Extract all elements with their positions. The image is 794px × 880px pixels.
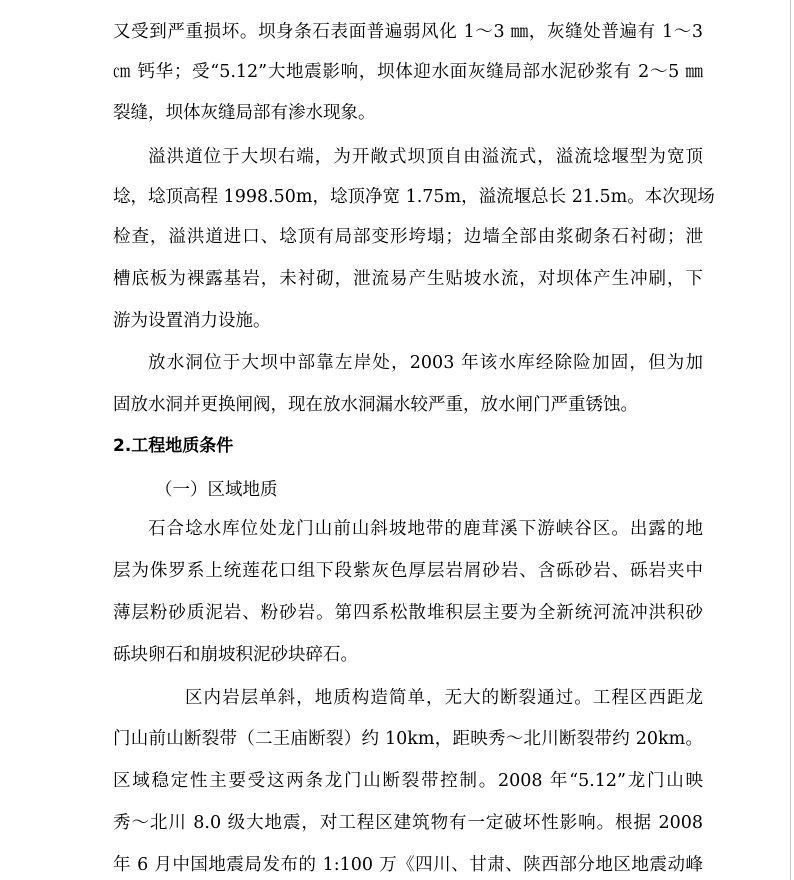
paragraph-line: 检查，溢洪道进口、埝顶有局部变形垮塌；边墙全部由浆砌条石衬砌；泄 [113, 227, 703, 247]
paragraph-line: 层为侏罗系上统莲花口组下段紫灰色厚层岩屑砂岩、含砾砂岩、砾岩夹中 [113, 561, 703, 581]
paragraph-line: 砾块卵石和崩坡积泥砂块碎石。 [113, 645, 358, 665]
section-heading: 2.工程地质条件 [113, 436, 234, 456]
paragraph-line: 槽底板为裸露基岩，未衬砌，泄流易产生贴坡水流，对坝体产生冲刷，下 [113, 269, 703, 289]
paragraph-line: 秀～北川 8.0 级大地震，对工程区建筑物有一定破坏性影响。根据 2008 [113, 813, 703, 833]
paragraph-line: 溢洪道位于大坝右端，为开敞式坝顶自由溢流式，溢流埝堰型为宽顶 [148, 147, 703, 167]
paragraph-line: 放水洞位于大坝中部靠左岸处，2003 年该水库经除险加固，但为加 [148, 353, 703, 373]
paragraph-line: 石合埝水库位处龙门山前山斜坡地带的鹿茸溪下游峡谷区。出露的地 [148, 519, 703, 539]
paragraph-line: 年 6 月中国地震局发布的 1:100 万《四川、甘肃、陕西部分地区地震动峰 [113, 855, 703, 875]
paragraph-line: ㎝ 钙华；受“5.12”大地震影响，坝体迎水面灰缝局部水泥砂浆有 2～5 ㎜ [113, 62, 703, 82]
paragraph-line: 区内岩层单斜，地质构造简单，无大的断裂通过。工程区西距龙 [185, 688, 703, 708]
paragraph-line: 薄层粉砂质泥岩、粉砂岩。第四系松散堆积层主要为全新统河流冲洪积砂 [113, 603, 703, 623]
paragraph-line: 门山前山断裂带（二王庙断裂）约 10km，距映秀～北川断裂带约 20km。 [113, 729, 703, 749]
paragraph-line: 埝，埝顶高程 1998.50m，埝顶净宽 1.75m，溢流堰总长 21.5m。本次现场 [113, 187, 715, 207]
paragraph-line: 区域稳定性主要受这两条龙门山断裂带控制。2008 年“5.12”龙门山映 [113, 771, 703, 791]
paragraph-line: 裂缝，坝体灰缝局部有渗水现象。 [113, 103, 376, 123]
page-edge-divider [790, 0, 791, 880]
subsection-heading: （一）区域地质 [155, 480, 278, 500]
paragraph-line: 游为设置消力设施。 [113, 311, 271, 331]
paragraph-line: 又受到严重损坏。坝身条石表面普遍弱风化 1～3 ㎜，灰缝处普遍有 1～3 [113, 22, 703, 42]
paragraph-line: 固放水洞并更换闸阀，现在放水洞漏水较严重，放水闸门严重锈蚀。 [113, 395, 638, 415]
